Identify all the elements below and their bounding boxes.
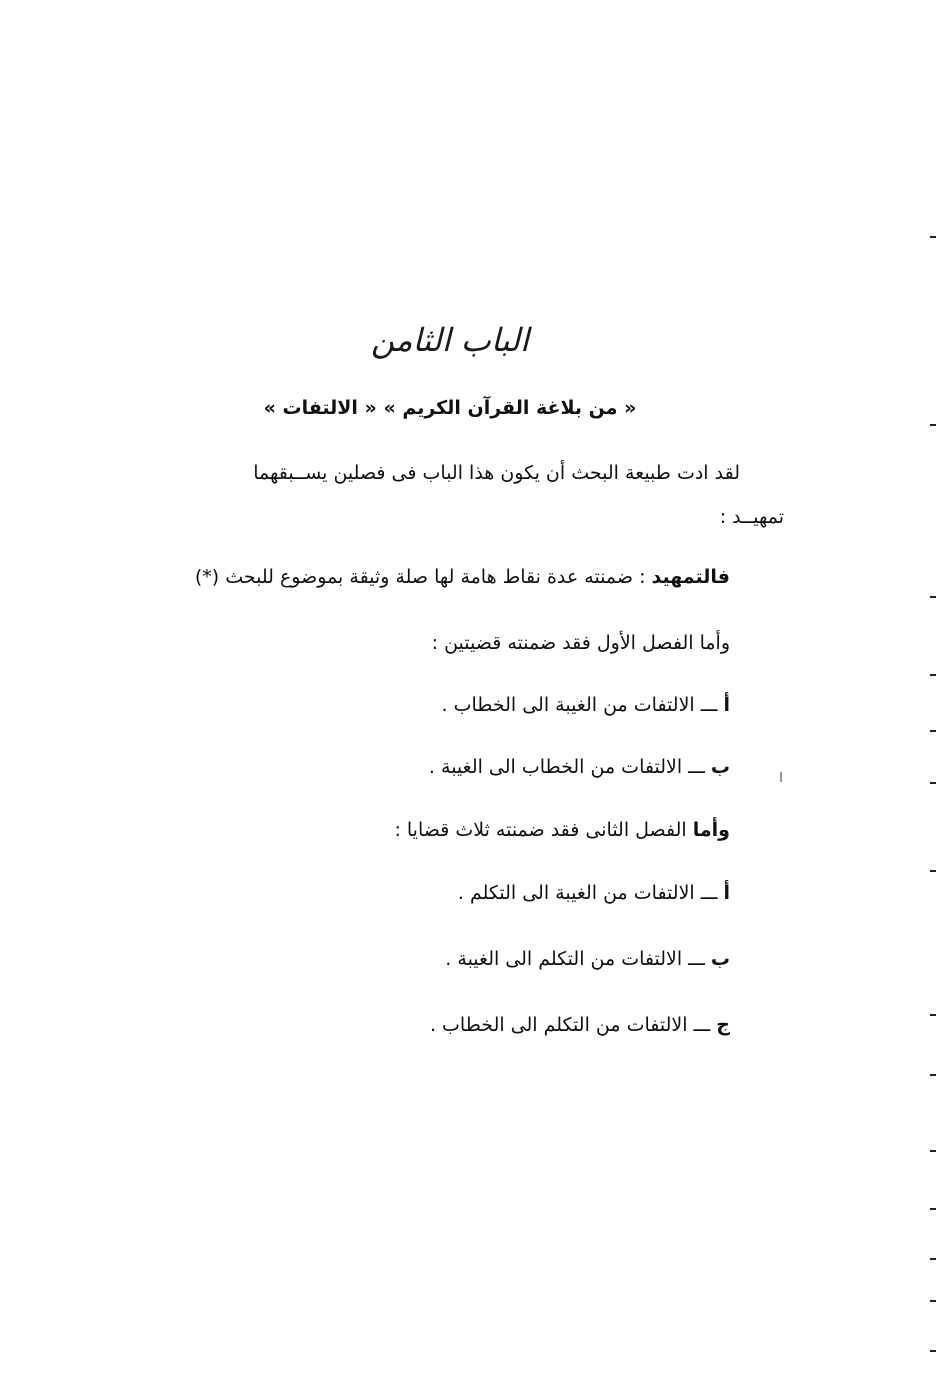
- chapter2-intro: الفصل الثانى فقد ضمنته ثلاث قضايا :: [394, 819, 687, 841]
- scan-mark: [930, 674, 936, 676]
- scan-mark: [930, 1300, 936, 1302]
- item-text: ـــ الالتفات من الخطاب الى الغيبة .: [428, 756, 705, 778]
- item-text: ـــ الالتفات من التكلم الى الغيبة .: [445, 948, 705, 970]
- item-text: ـــ الالتفات من التكلم الى الخطاب .: [429, 1014, 711, 1036]
- item-letter: ب: [710, 756, 730, 778]
- item-text: ـــ الالتفات من الغيبة الى التكلم .: [457, 882, 718, 904]
- intro-line-1: لقد ادت طبيعة البحث أن يكون هذا الباب فى فصلين يســبقهما: [253, 462, 740, 484]
- tamheed-paragraph: [195, 562, 730, 592]
- chapter2-item: [430, 1010, 730, 1040]
- scan-mark: [930, 870, 936, 872]
- chapter-subtitle: « من بلاغة القرآن الكريم » « الالتفات »: [263, 397, 637, 419]
- chapter1-item: [429, 752, 730, 782]
- intro-line-2: تمهيــد :: [719, 506, 784, 528]
- item-letter: ج: [716, 1014, 730, 1036]
- chapter1-item: [442, 690, 731, 720]
- scan-mark: [930, 424, 936, 426]
- chapter1-intro: وأما الفصل الأول فقد ضمنته قضيتين :: [431, 632, 730, 654]
- chapter2-lead: وأما: [692, 819, 730, 841]
- scan-mark: [930, 1150, 936, 1152]
- scan-mark: [930, 1208, 936, 1210]
- chapter2-item: [445, 944, 730, 974]
- scan-mark: [930, 236, 936, 238]
- scan-mark: [930, 1350, 936, 1352]
- scan-mark: [930, 1014, 936, 1016]
- chapter-title: الباب الثامن: [371, 321, 529, 359]
- scan-mark: [930, 782, 936, 784]
- tamheed-lead: فالتمهيد: [651, 566, 730, 588]
- scan-mark: [930, 1258, 936, 1260]
- tamheed-text: : ضمنته عدة نقاط هامة لها صلة وثيقة بموضوع للبحث (*): [194, 566, 646, 588]
- scan-mark: [930, 1074, 936, 1076]
- scan-speck: [780, 772, 782, 782]
- item-letter: أ: [723, 882, 730, 904]
- scan-mark: [930, 730, 936, 732]
- item-letter: أ: [723, 694, 730, 716]
- scan-mark: [930, 596, 936, 598]
- item-letter: ب: [710, 948, 730, 970]
- chapter2-intro-paragraph: [394, 815, 730, 845]
- chapter2-item: [458, 878, 730, 908]
- item-text: ـــ الالتفات من الغيبة الى الخطاب .: [441, 694, 718, 716]
